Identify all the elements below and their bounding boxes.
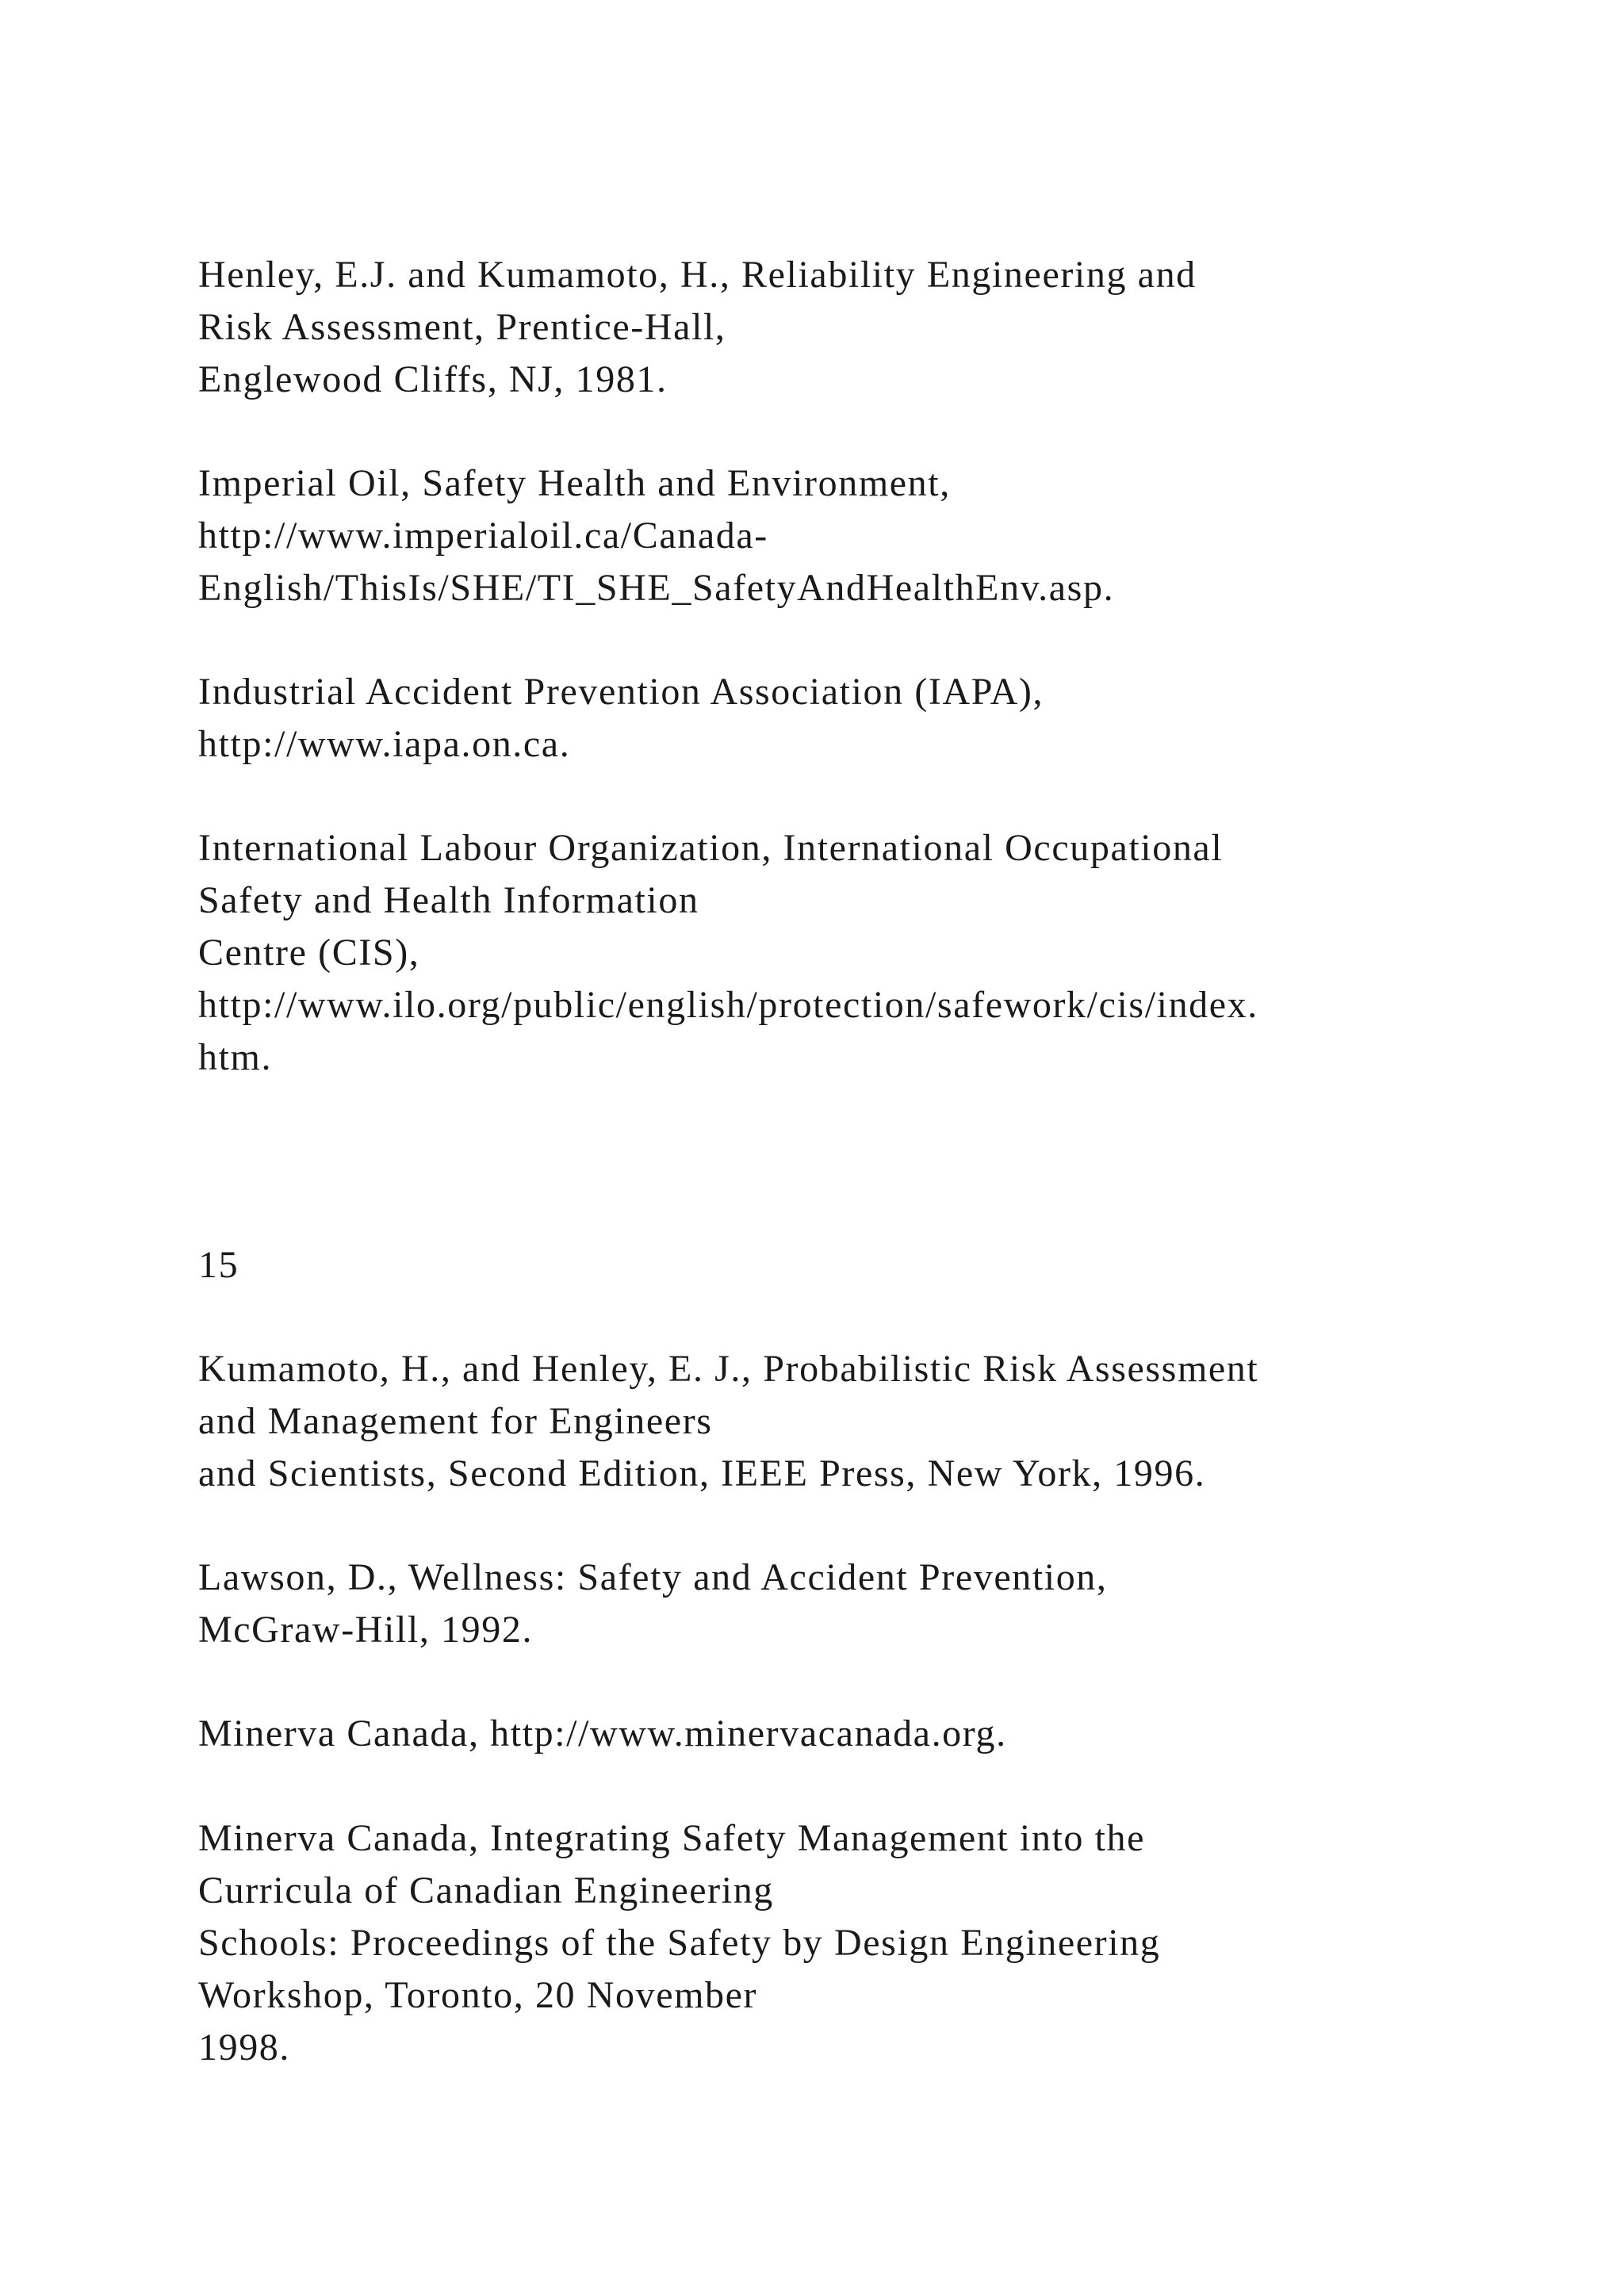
reference-line: Centre (CIS),	[198, 932, 420, 974]
reference-line: htm.	[198, 1036, 273, 1078]
reference-line: Henley, E.J. and Kumamoto, H., Reliability Engineering and	[198, 254, 1197, 296]
reference-line: Englewood Cliffs, NJ, 1981.	[198, 358, 668, 400]
reference-line: http://www.ilo.org/public/english/protection/safework/cis/index.	[198, 984, 1258, 1026]
reference-line: Minerva Canada, http://www.minervacanada.org.	[198, 1712, 1007, 1755]
reference-line: Minerva Canada, Integrating Safety Management into the	[198, 1817, 1146, 1859]
reference-line: http://www.iapa.on.ca.	[198, 723, 571, 765]
reference-entry-iapa	[198, 666, 1546, 771]
reference-line: Schools: Proceedings of the Safety by Design Engineering	[198, 1922, 1161, 1964]
reference-entry-minerva-canada-proceedings	[198, 1812, 1546, 2074]
reference-line: Imperial Oil, Safety Health and Environment,	[198, 462, 951, 504]
reference-entry-ilo	[198, 822, 1546, 1084]
reference-entry-henley	[198, 249, 1546, 406]
reference-line: and Scientists, Second Edition, IEEE Press, New York, 1996.	[198, 1452, 1206, 1494]
reference-line: English/ThisIs/SHE/TI_SHE_SafetyAndHealthEnv.asp.	[198, 567, 1115, 609]
reference-line: Lawson, D., Wellness: Safety and Accident Prevention,	[198, 1556, 1108, 1598]
reference-line: Workshop, Toronto, 20 November	[198, 1974, 758, 2016]
reference-entry-imperial-oil	[198, 457, 1546, 614]
reference-entry-kumamoto	[198, 1343, 1546, 1500]
reference-line: and Management for Engineers	[198, 1400, 713, 1442]
reference-entry-minerva-canada-web	[198, 1708, 1546, 1760]
reference-line: Industrial Accident Prevention Association (IAPA),	[198, 671, 1044, 713]
page-number	[198, 1239, 1546, 1292]
reference-line: McGraw-Hill, 1992.	[198, 1609, 534, 1651]
reference-line: Curricula of Canadian Engineering	[198, 1869, 774, 1911]
reference-line: 1998.	[198, 2026, 290, 2068]
page-number-label: 15	[198, 1244, 239, 1286]
reference-line: Safety and Health Information	[198, 879, 699, 921]
reference-entry-lawson	[198, 1552, 1546, 1656]
reference-line: International Labour Organization, International Occupational	[198, 827, 1224, 869]
reference-line: Risk Assessment, Prentice-Hall,	[198, 306, 726, 348]
reference-line: http://www.imperialoil.ca/Canada-	[198, 515, 768, 557]
reference-line: Kumamoto, H., and Henley, E. J., Probabilistic Risk Assessment	[198, 1348, 1259, 1390]
